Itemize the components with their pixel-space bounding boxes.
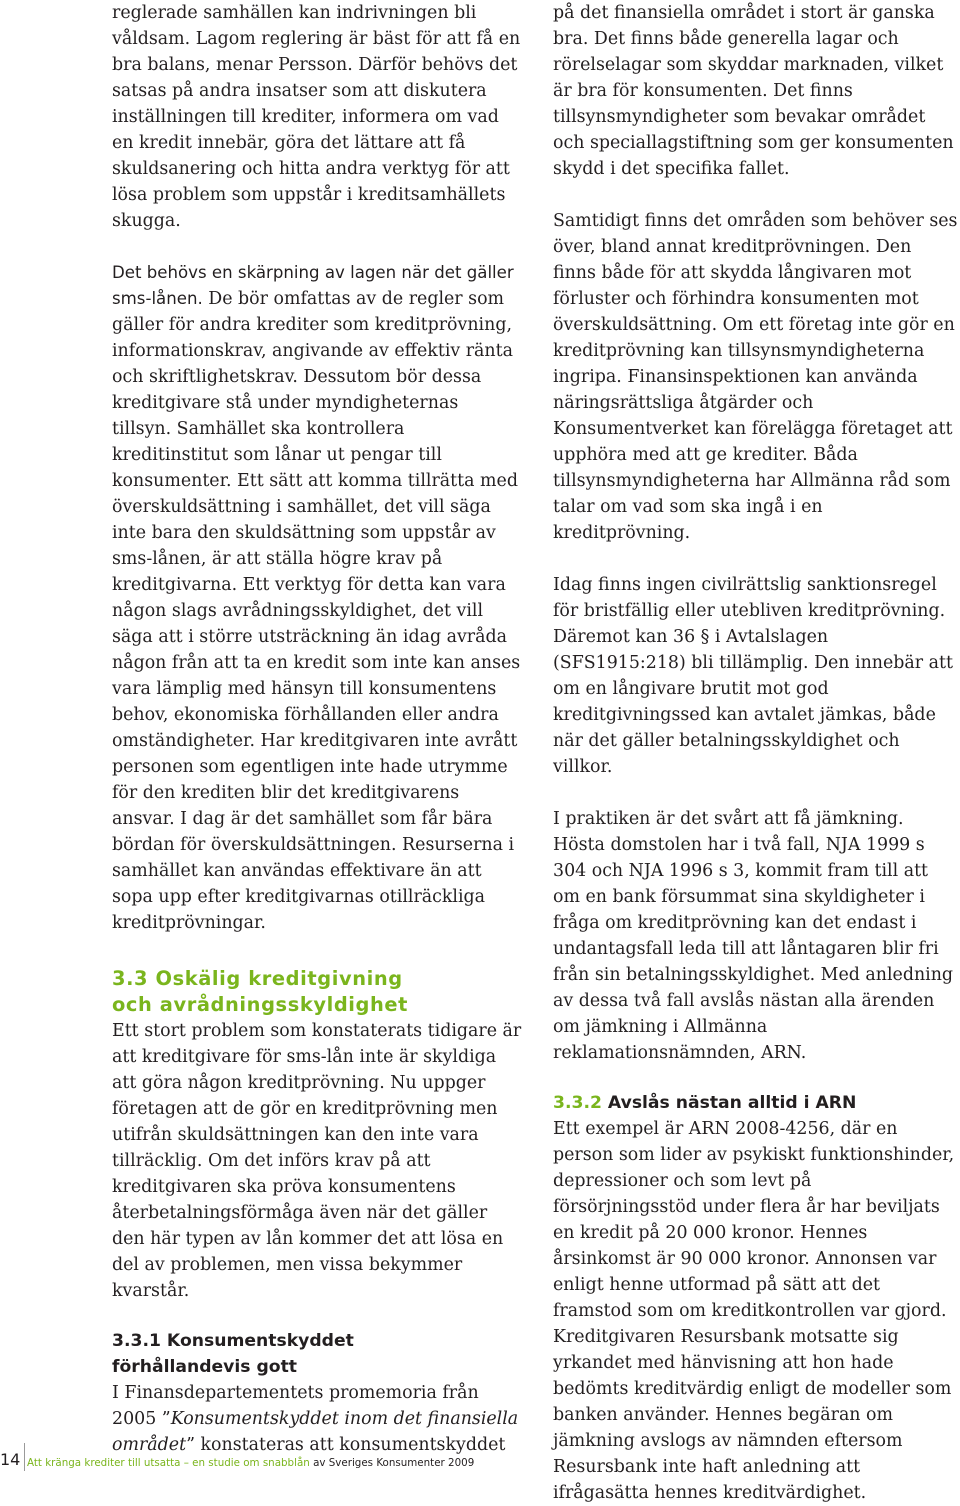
paragraph: på det finansiella området i stort är ganska bra. Det finns både generella lagar och rörelselagar som skyddar marknaden, vilket är bra för konsumenten. Det finns tillsynsmyndigheter som bevakar området och speciallagstiftning som ger konsumenten skydd i det specifika fallet. (553, 3, 954, 179)
heading-number: 3.3.1 (112, 1331, 161, 1351)
paragraph: I praktiken är det svårt att få jämkning. Hösta domstolen har i två fall, NJA 1999 s 304 och NJA 1996 s 3, kommit fram till att om en bank försummat sina skyldigheter i fråga om kreditprövning kan det endast i undantagsfall leda till att låntagaren blir fri från sin betalningsskyldighet. Med anledning av dessa två fall avslås nästan alla ärenden om jämkning i Allmänna reklamationsnämnden, ARN. (553, 809, 954, 1063)
left-column (112, 0, 522, 1458)
paragraph: reglerade samhällen kan indrivningen bli våldsam. Lagom reglering är bäst för att få en bra balans, menar Persson. Därför behövs det satsas på andra insatser som att diskutera inställningen till krediter, informera om vad en kredit innebär, göra det lättare att få skuldsanering och hitta andra verktyg för att lösa problem som uppstår i kreditsamhällets skugga. (112, 3, 521, 231)
lead-in-text: Det behövs en skärpning av lagen när det gäller sms-lånen. (112, 263, 514, 308)
section-heading-3-3-1 (112, 1328, 522, 1380)
paragraph-text: ” konstateras att konsumentskyddet (186, 1435, 506, 1455)
heading-line: 3.3 Oskälig kreditgivning (112, 967, 403, 990)
paragraph (112, 260, 522, 936)
footer-title: Att kränga krediter till utsatta – en studie om snabblån (27, 1457, 310, 1469)
heading-line: och avrådningsskyldighet (112, 993, 409, 1016)
paragraph: Ett stort problem som konstaterats tidigare är att kreditgivare för sms-lån inte är skyldiga att göra någon kreditprövning. Nu uppger företagen att de gör en kreditprövning men utifrån skuldsättningen kan den inte vara tillräcklig. Om det införs krav på att kreditgivaren ska pröva konsumentens återbetalningsförmåga även när det gäller den här typen av lån kommer det att lösa en del av problemen, men vissa bekymmer kvarstår. (112, 1021, 522, 1301)
footer-suffix: av Sveriges Konsumenter 2009 (309, 1457, 475, 1469)
heading-text: Konsumentskyddet (166, 1331, 354, 1351)
paragraph: Idag finns ingen civilrättslig sanktionsregel för bristfällig eller utebliven kreditprövning. Däremot kan 36 § i Avtalslagen (SFS1915:218) bli tillämplig. Den innebär att om en långivare brutit mot god kreditgivningssed kan avtalet jämkas, både när det gäller betalningsskyldighet och villkor. (553, 575, 953, 777)
paragraph (112, 1380, 522, 1458)
paragraph-text: I Finansdepartementets promemoria från 2005 ” (112, 1383, 479, 1429)
section-heading-3-3 (112, 966, 522, 1018)
publication-title: Konsumentskyddet inom det finansiella området (112, 1409, 519, 1455)
paragraph: Samtidigt finns det områden som behöver ses över, bland annat kreditprövningen. Den finns både för att skydda långivaren mot förluster och förhindra konsumenten mot överskuldsättning. Om ett företag inte gör en kreditprövning kan tillsynsmyndigheterna ingripa. Finansinspektionen kan använda näringsrättsliga åtgärder och Konsumentverket kan förelägga företaget att upphöra med att ge krediter. Båda tillsynsmyndigheterna har Allmänna råd som talar om vad som ska ingå i en kreditprövning. (553, 211, 958, 543)
heading-line (112, 1328, 522, 1354)
right-column (553, 0, 958, 1506)
running-footer (27, 1457, 474, 1469)
heading-line: förhållandevis gott (112, 1357, 298, 1377)
paragraph-body: De bör omfattas av de regler som gäller för andra krediter som kreditprövning, informationskrav, angivande av effektiv ränta och skriftlighetskrav. Dessutom bör dessa kreditgivare stå under myndigheternas tillsyn. Samhället ska kontrollera kreditinstitut som lånar ut pengar till konsumenter. Ett sätt att komma tillrätta med överskuldsättning i samhället, det vill säga inte bara den skuldsättning som uppstår av sms-lånen, är att ställa högre krav på kreditgivarna. Ett verktyg för detta kan vara någon slags avrådningsskyldighet, det vill säga att i större utsträckning än idag avråda någon från att ta en kredit som inte kan anses vara lämplig med hänsyn till konsumentens behov, ekonomiska förhållanden eller andra omständigheter. Har kreditgivaren inte avrått personen som egentligen inte hade utrymme för den krediten blir det kreditgivarens ansvar. I dag är det samhället som får bära bördan för överskuldsättningen. Resurserna i samhället kan användas effektivare än att sopa upp efter kreditgivarnas otillräckliga kreditprövningar. (112, 289, 521, 933)
heading-text: Avslås nästan alltid i ARN (607, 1093, 857, 1113)
heading-number: 3.3.2 (553, 1093, 602, 1113)
paragraph: Ett exempel är ARN 2008-4256, där en person som lider av psykiskt funktionshinder, depressioner och som levt på försörjningsstöd under flera år har beviljats en kredit på 20 000 kronor. Hennes årsinkomst är 90 000 kronor. Annonsen var enligt henne utformad på sätt att det framstod som om kreditkontrollen var gjord. Kreditgivaren Resursbank motsatte sig yrkandet med hänvisning att hon hade bedömts kreditvärdig enligt de modeller som banken använder. Hennes begäran om jämkning avslogs av nämnden eftersom Resursbank inte haft anledning att ifrågasätta hennes kreditvärdighet. (553, 1119, 955, 1503)
section-heading-3-3-2 (553, 1090, 958, 1116)
page-number: 14 (0, 1450, 21, 1469)
